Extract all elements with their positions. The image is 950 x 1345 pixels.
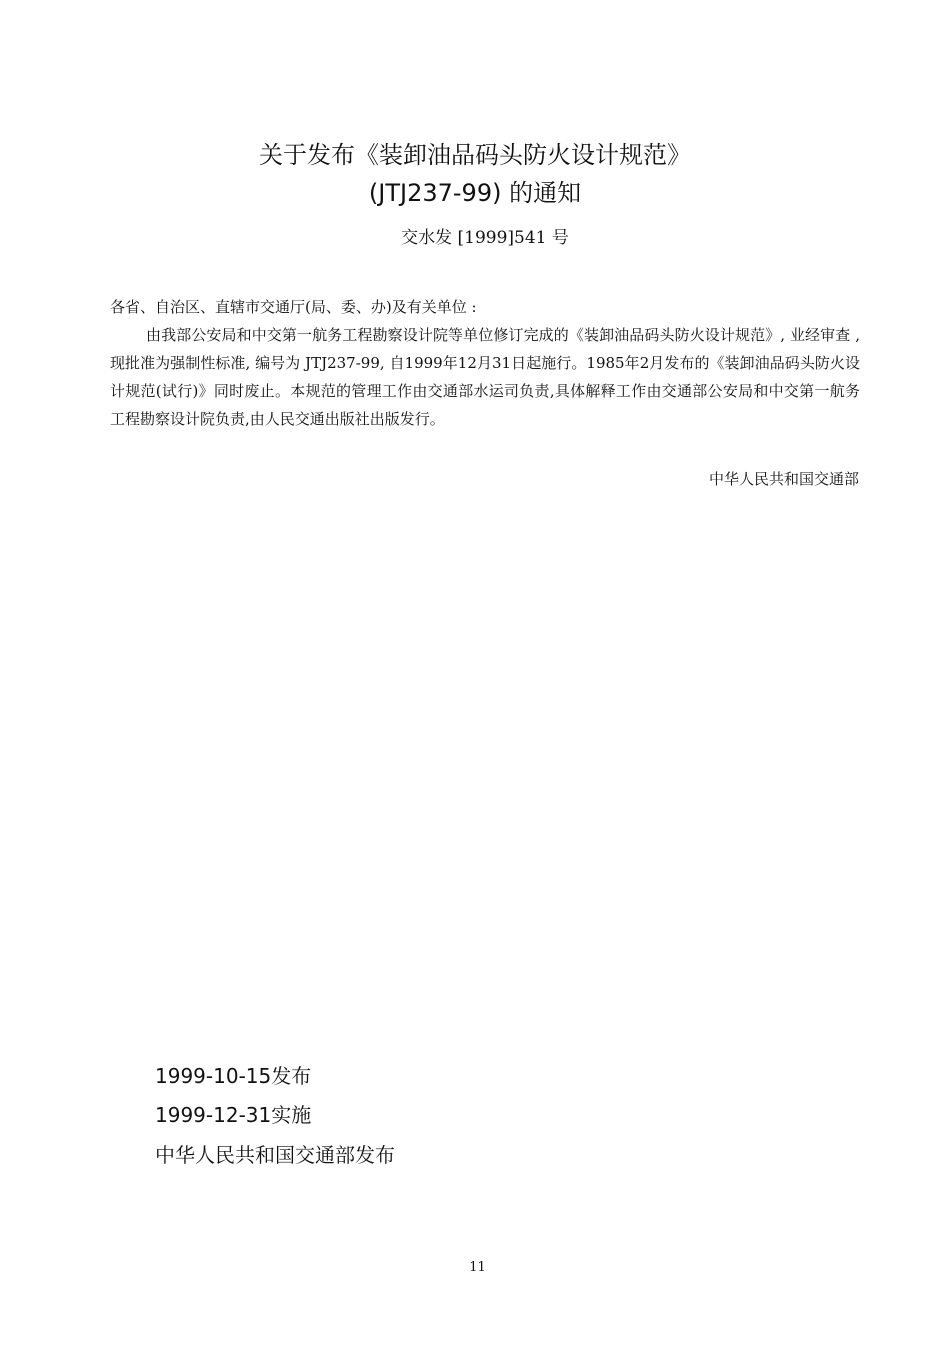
- effective-date: 1999-12-31实施: [155, 1103, 312, 1127]
- notice-body: [110, 293, 860, 433]
- issue-date: 1999-10-15发布: [155, 1064, 312, 1088]
- notice-title-line2: (JTJ237-99) 的通知: [368, 179, 582, 207]
- document-number: 交水发 [1999]541 号: [401, 228, 569, 248]
- body-paragraph: 由我部公安局和中交第一航务工程勘察设计院等单位修订完成的《装卸油品码头防火设计规范》, 业经审查 , 现批准为强制性标准, 编号为 JTJ237-99, 自1999年12月31日起施行。1985年2月发布的《装卸油品码头防火设计规范(试行)》同时废止。本规范的管理工作由交通部水运司负责,具体解释工作由交通部公安局和中交第一航务工程勘察设计院负责,由人民交通出版社出版发行。: [110, 326, 860, 428]
- publisher: 中华人民共和国交通部发布: [155, 1143, 395, 1167]
- notice-title-line1: 关于发布《装卸油品码头防火设计规范》: [259, 141, 691, 169]
- page-number: 11: [469, 1260, 486, 1275]
- salutation: 各省、自治区、直辖市交通厅(局、委、办)及有关单位 :: [110, 298, 477, 316]
- signature: 中华人民共和国交通部: [708, 470, 859, 488]
